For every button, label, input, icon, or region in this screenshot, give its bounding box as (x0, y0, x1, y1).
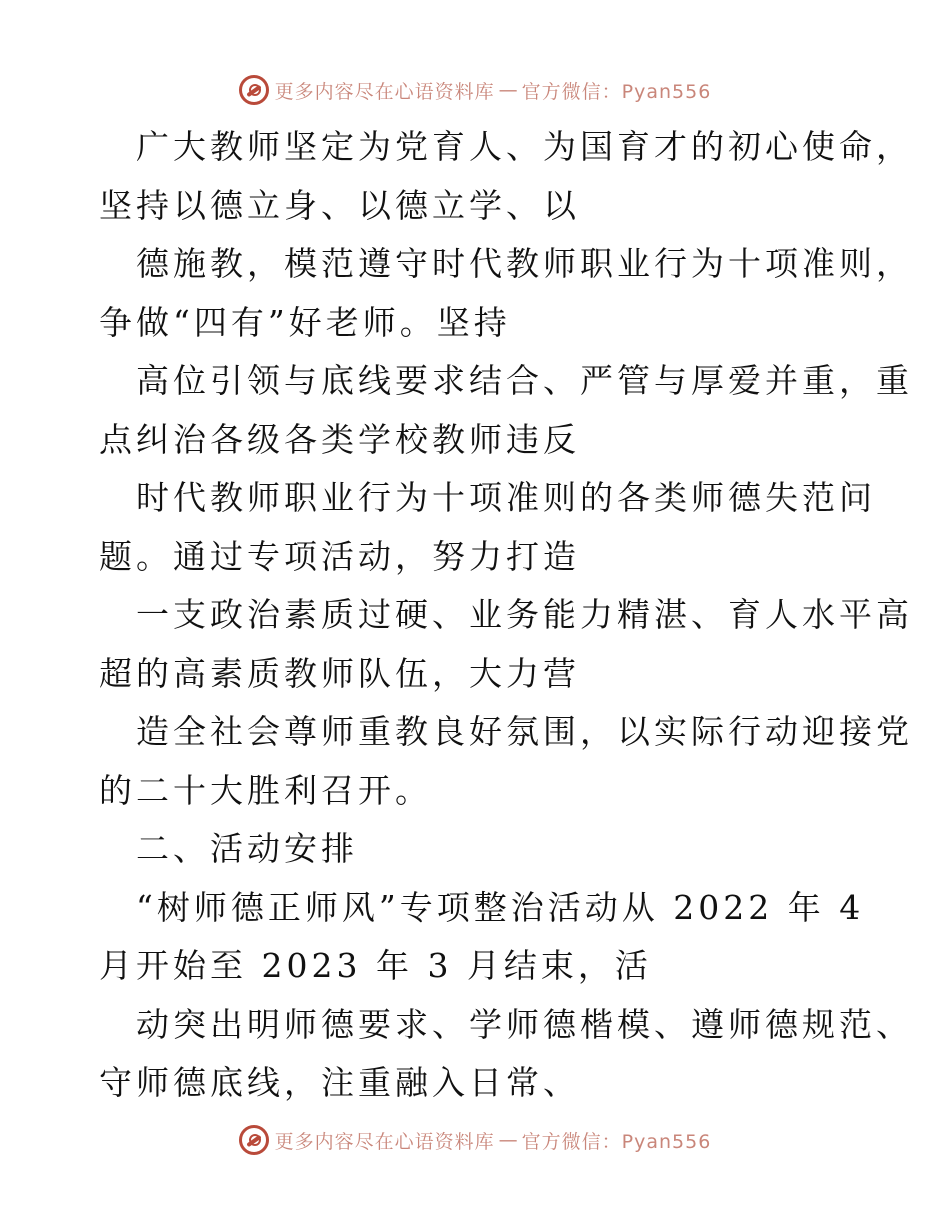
pen-logo-icon (239, 75, 269, 105)
text-line: 动突出明师德要求、学师德楷模、遵师德规范、 (136, 1004, 913, 1044)
text-line: 高位引领与底线要求结合、严管与厚爱并重，重 (136, 361, 913, 400)
watermark-site-text: 更多内容尽在心语资料库 (274, 80, 495, 103)
text-line: 争做“四有”好老师。坚持 (99, 302, 511, 342)
text-line: 一支政治素质过硬、业务能力精湛、育人水平高 (136, 595, 913, 634)
text-line: “树师德正师风”专项整治活动从 2022 年 4 (136, 887, 865, 927)
text-line: 题。通过专项活动，努力打造 (99, 536, 580, 576)
text-line: 守师德底线，注重融入日常、 (99, 1063, 580, 1102)
header-watermark (0, 72, 950, 108)
text-line: 德施教，模范遵守时代教师职业行为十项准则， (136, 244, 913, 283)
text-line: 时代教师职业行为十项准则的各类师德失范问 (136, 478, 876, 517)
watermark-contact-text: 官方微信：Pyan556 (521, 1130, 712, 1153)
text-line: 造全社会尊师重教良好氛围，以实际行动迎接党 (136, 712, 913, 751)
text-line: 月开始至 2023 年 3 月结束，活 (99, 946, 652, 985)
footer-watermark (0, 1122, 950, 1158)
text-line: 的二十大胜利召开。 (99, 770, 432, 810)
pen-logo-icon (239, 1125, 269, 1155)
watermark-contact-text: 官方微信：Pyan556 (521, 80, 712, 103)
text-line: 超的高素质教师队伍，大力营 (99, 653, 580, 693)
text-line: 广大教师坚定为党育人、为国育才的初心使命， (136, 127, 913, 166)
watermark-separator: — (498, 79, 518, 101)
watermark-site-text: 更多内容尽在心语资料库 (274, 1130, 495, 1153)
section-heading: 二、活动安排 (136, 829, 358, 868)
watermark-separator: — (498, 1129, 518, 1151)
document-body (99, 118, 913, 1113)
text-line: 点纠治各级各类学校教师违反 (99, 419, 580, 459)
text-line: 坚持以德立身、以德立学、以 (99, 185, 580, 225)
